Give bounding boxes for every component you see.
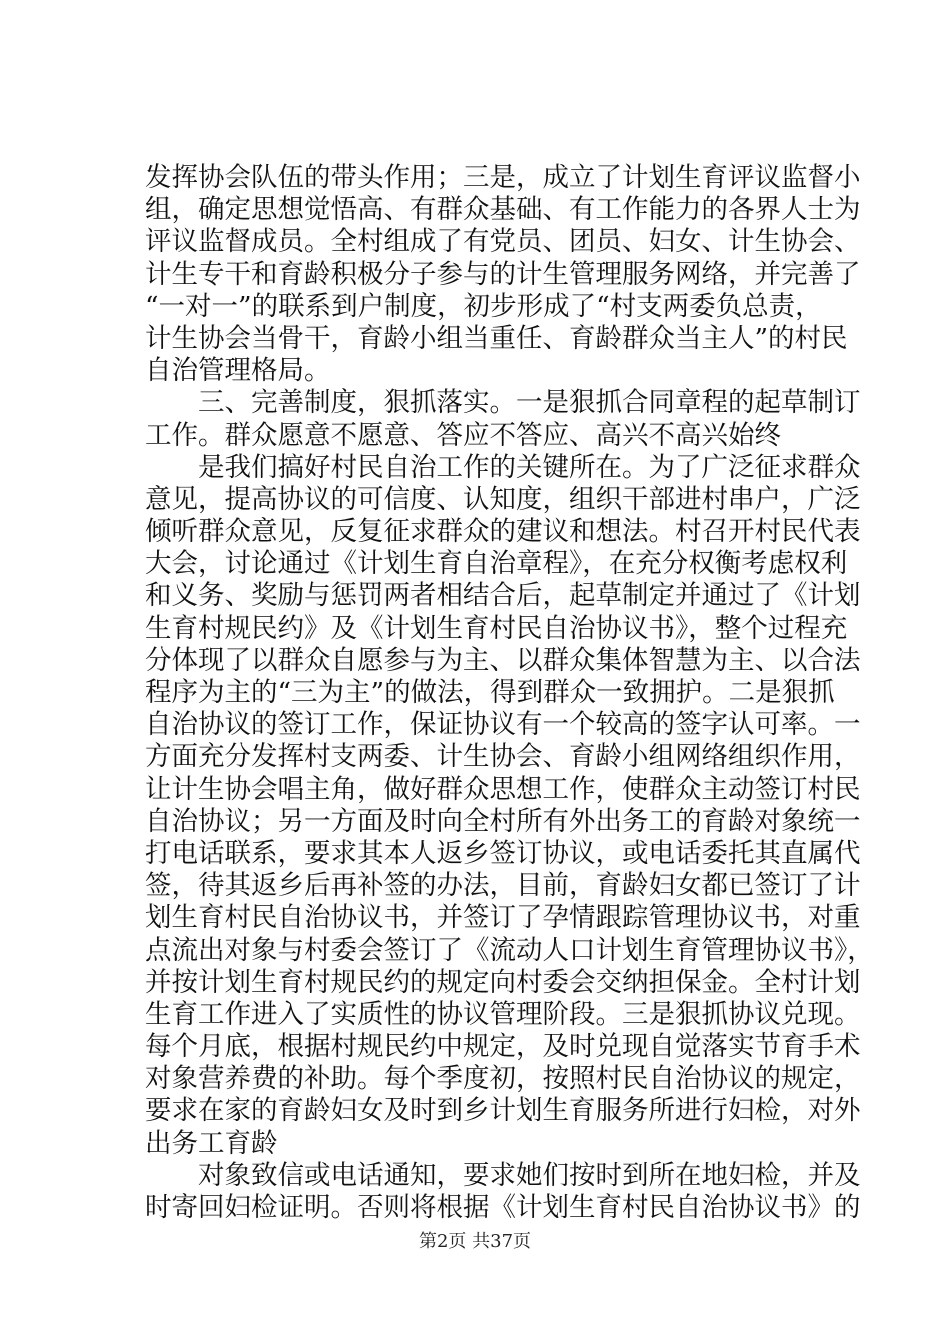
text-line: 生育村规民约》及《计划生育村民自治协议书》，整个过程充 <box>145 612 848 644</box>
text-line: 自治管理格局。 <box>145 355 331 387</box>
text-line: 计生协会当骨干，育龄小组当重任、育龄群众当主人”的村民 <box>145 322 848 354</box>
text-line: 对象营养费的补助。每个季度初，按照村民自治协议的规定， <box>145 1063 861 1095</box>
text-line: 计生专干和育龄积极分子参与的计生管理服务网络，并完善了 <box>145 258 861 290</box>
text-line: 自治协议的签订工作，保证协议有一个较高的签字认可率。一 <box>145 709 861 741</box>
text-line: “一对一”的联系到户制度，初步形成了“村支两委负总责， <box>145 290 822 322</box>
text-line: 评议监督成员。全村组成了有党员、团员、妇女、计生协会、 <box>145 226 861 258</box>
text-line: 大会，讨论通过《计划生育自治章程》，在充分权衡考虑权利 <box>145 548 848 580</box>
text-line: 时寄回妇检证明。否则将根据《计划生育村民自治协议书》的 <box>145 1192 861 1223</box>
text-line: 点流出对象与村委会签订了《流动人口计划生育管理协议书》， <box>145 934 874 966</box>
text-line: 方面充分发挥村支两委、计生协会、育龄小组网络组织作用， <box>145 741 861 773</box>
text-line: 并按计划生育村规民约的规定向村委会交纳担保金。全村计划 <box>145 966 861 998</box>
page-footer <box>0 1230 950 1254</box>
text-line: 要求在家的育龄妇女及时到乡计划生育服务所进行妇检，对外 <box>145 1095 861 1127</box>
text-line: 签，待其返乡后再补签的办法，目前，育龄妇女都已签订了计 <box>145 870 861 902</box>
text-line: 让计生协会唱主角，做好群众思想工作，使群众主动签订村民 <box>145 773 861 805</box>
text-line: 出务工育龄 <box>145 1127 278 1159</box>
text-line: 生育工作进入了实质性的协议管理阶段。三是狠抓协议兑现。 <box>145 998 861 1030</box>
page-number-label: 第2页 共37页 <box>418 1231 532 1252</box>
text-line: 分体现了以群众自愿参与为主、以群众集体智慧为主、以合法 <box>145 644 861 676</box>
text-line: 和义务、奖励与惩罚两者相结合后，起草制定并通过了《计划 <box>145 580 861 612</box>
text-line: 组，确定思想觉悟高、有群众基础、有工作能力的各界人士为 <box>145 194 861 226</box>
text-line: 打电话联系，要求其本人返乡签订协议，或电话委托其直属代 <box>145 837 861 869</box>
text-line: 三、完善制度，狠抓落实。一是狠抓合同章程的起草制订 <box>145 387 861 419</box>
text-line: 每个月底，根据村规民约中规定，及时兑现自觉落实节育手术 <box>145 1031 861 1063</box>
text-line: 对象致信或电话通知，要求她们按时到所在地妇检，并及 <box>145 1159 861 1191</box>
text-line: 意见，提高协议的可信度、认知度，组织干部进村串户，广泛 <box>145 483 861 515</box>
text-line: 工作。群众愿意不愿意、答应不答应、高兴不高兴始终 <box>145 419 781 451</box>
text-line: 划生育村民自治协议书，并签订了孕情跟踪管理协议书，对重 <box>145 902 861 934</box>
text-line: 倾听群众意见，反复征求群众的建议和想法。村召开村民代表 <box>145 516 861 548</box>
body-text <box>145 162 874 1224</box>
text-line: 自治协议；另一方面及时向全村所有外出务工的育龄对象统一 <box>145 805 861 837</box>
text-line: 发挥协会队伍的带头作用；三是，成立了计划生育评议监督小 <box>145 162 861 193</box>
text-line: 程序为主的“三为主”的做法，得到群众一致拥护。二是狠抓 <box>145 677 835 708</box>
text-line: 是我们搞好村民自治工作的关键所在。为了广泛征求群众 <box>145 451 861 483</box>
